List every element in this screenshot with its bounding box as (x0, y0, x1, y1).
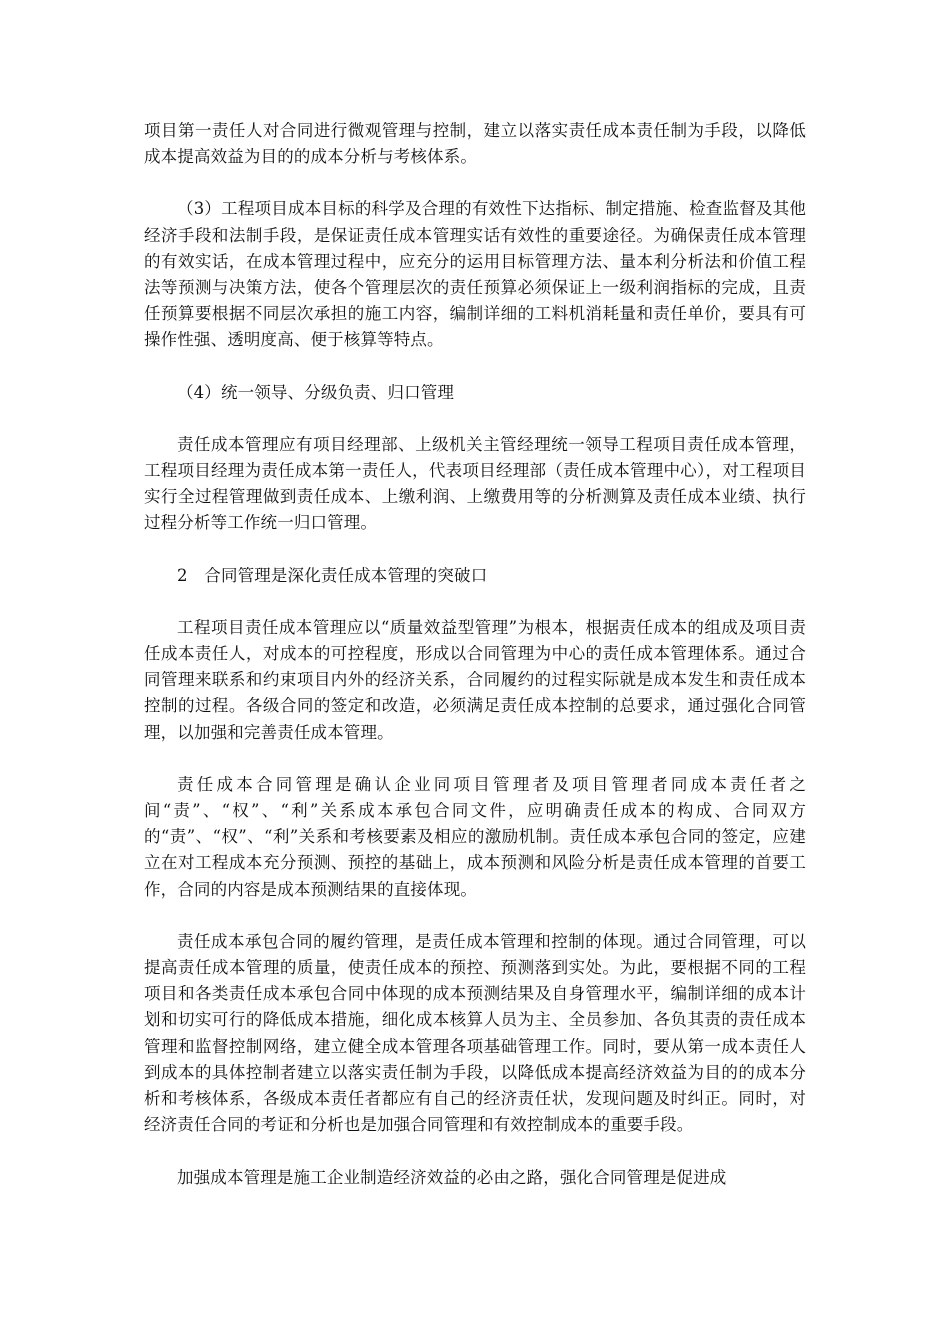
paragraph-unified-leadership: 责任成本管理应有项目经理部、上级机关主管经理统一领导工程项目责任成本管理，工程项目经理为责任成本第一责任人，代表项目经理部（责任成本管理中心），对工程项目实行全过程管理做到责任成本、上缴利润、上缴费用等的分析测算及责任成本业绩、执行过程分析等工作统一归口管理。 (144, 434, 806, 533)
section-heading-2: 2 合同管理是深化责任成本管理的突破口 (177, 565, 488, 585)
paragraph-quality-benefit: 工程项目责任成本管理应以“质量效益型管理”为根本，根据责任成本的组成及项目责任成本责任人，对成本的可控程度，形成以合同管理为中心的责任成本管理体系。通过合同管理来联系和约束项目内外的经济关系，合同履约的过程实际就是成本发生和责任成本控制的过程。各级合同的签定和改造，必须满足责任成本控制的总要求，通过强化合同管理，以加强和完善责任成本管理。 (144, 617, 806, 742)
subheading-item-4: （4）统一领导、分级负责、归口管理 (177, 382, 455, 402)
paragraph-strengthen-cost: 加强成本管理是施工企业制造经济效益的必由之路，强化合同管理是促进成 (177, 1167, 727, 1187)
paragraph-contract-management: 责任成本合同管理是确认企业同项目管理者及项目管理者同成本责任者之间“责”、“权”、“利”关系成本承包合同文件，应明确责任成本的构成、合同双方的“责”、“权”、“利”关系和考核要素及相应的激励机制。责任成本承包合同的签定，应建立在对工程成本充分预测、预控的基础上，成本预测和风险分析是责任成本管理的首要工作，合同的内容是成本预测结果的直接体现。 (144, 774, 806, 899)
paragraph-contract-performance: 责任成本承包合同的履约管理，是责任成本管理和控制的体现。通过合同管理，可以提高责任成本管理的质量，使责任成本的预控、预测落到实处。为此，要根据不同的工程项目和各类责任成本承包合同中体现的成本预测结果及自身管理水平，编制详细的成本计划和切实可行的降低成本措施，细化成本核算人员为主、全员参加、各负其责的责任成本管理和监督控制网络，建立健全成本管理各项基础管理工作。同时，要从第一成本责任人到成本的具体控制者建立以落实责任制为手段，以降低成本提高经济效益为目的的成本分析和考核体系，各级成本责任者都应有自己的经济责任状，发现问题及时纠正。同时，对经济责任合同的考证和分析也是加强合同管理和有效控制成本的重要手段。 (144, 931, 806, 1135)
paragraph-item-3: （3）工程项目成本目标的科学及合理的有效性下达指标、制定措施、检查监督及其他经济手段和法制手段，是保证责任成本管理实话有效性的重要途径。为确保责任成本管理的有效实话，在成本管理过程中，应充分的运用目标管理方法、量本利分析法和价值工程法等预测与决策方法，使各个管理层次的责任预算必须保证上一级利润指标的完成，且责任预算要根据不同层次承担的施工内容，编制详细的工料机消耗量和责任单价，要具有可操作性强、透明度高、便于核算等特点。 (144, 199, 806, 350)
document-page (144, 118, 806, 1217)
paragraph-continuation: 项目第一责任人对合同进行微观管理与控制，建立以落实责任成本责任制为手段，以降低成本提高效益为目的的成本分析与考核体系。 (144, 121, 806, 167)
